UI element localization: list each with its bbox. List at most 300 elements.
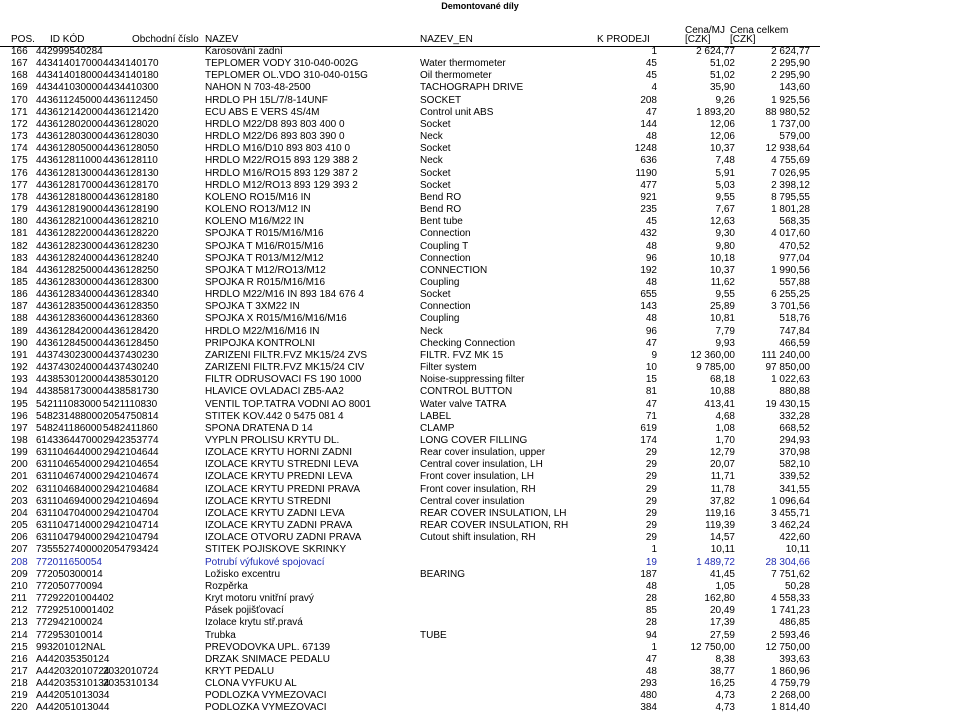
table-row[interactable] <box>0 168 960 180</box>
cell-ob: 4436128250 <box>103 264 159 276</box>
table-row[interactable] <box>0 532 960 544</box>
cell-pos: 192 <box>11 362 28 374</box>
cell-en: Socket <box>420 289 451 301</box>
cell-celk: 557,88 <box>779 276 810 288</box>
cell-naz: Trubka <box>205 629 236 641</box>
cell-pos: 200 <box>11 459 28 471</box>
cell-cena: 11,62 <box>710 276 735 288</box>
table-row[interactable] <box>0 216 960 228</box>
cell-naz: IZOLACE KRYTU STREDNI <box>205 495 331 507</box>
cell-naz: PODLOZKA VYMEZOVACI <box>205 702 327 714</box>
cell-en: REAR COVER INSULATION, LH <box>420 507 567 519</box>
cell-celk: 393,63 <box>779 653 810 665</box>
cell-q: 1190 <box>635 167 657 179</box>
cell-ob: 4436128300 <box>103 276 159 288</box>
cell-ob: 2942104694 <box>103 495 159 507</box>
cell-pos: 201 <box>11 471 28 483</box>
table-row[interactable] <box>0 702 960 714</box>
table-row[interactable] <box>0 131 960 143</box>
table-row[interactable] <box>0 204 960 216</box>
table-row[interactable] <box>0 253 960 265</box>
table-row[interactable] <box>0 617 960 629</box>
cell-naz: STITEK POJISKOVE SKRINKY <box>205 544 347 556</box>
table-row[interactable] <box>0 155 960 167</box>
cell-naz: SPOJKA T M16/R015/M16 <box>205 240 324 252</box>
cell-cena: 12 360,00 <box>690 349 735 361</box>
cell-naz: HRDLO M22/D8 893 803 400 0 <box>205 118 345 130</box>
cell-naz: KOLENO RO15/M16 IN <box>205 191 311 203</box>
table-row[interactable] <box>0 666 960 678</box>
table-row[interactable] <box>0 581 960 593</box>
cell-ob: 4436121420 <box>103 106 159 118</box>
table-row[interactable] <box>0 654 960 666</box>
cell-q: 29 <box>645 447 657 459</box>
cell-cena: 51,02 <box>709 58 735 70</box>
table-row[interactable] <box>0 423 960 435</box>
cell-celk: 470,52 <box>779 240 810 252</box>
cell-pos: 166 <box>11 46 28 57</box>
cell-ob: 5482411860 <box>103 422 158 434</box>
cell-celk: 339,52 <box>779 471 810 483</box>
cell-pos: 210 <box>11 580 28 592</box>
cell-ob: 4438581730 <box>103 386 159 398</box>
cell-naz: PRIPOJKA KONTROLNI <box>205 337 316 349</box>
table-row[interactable] <box>0 46 960 58</box>
cell-q: 293 <box>640 678 657 690</box>
header-nazev: NAZEV <box>205 34 239 45</box>
cell-id: A442051013044 <box>36 702 110 714</box>
cell-celk: 370,98 <box>779 447 810 459</box>
cell-pos: 171 <box>11 106 28 118</box>
cell-celk: 582,10 <box>779 459 810 471</box>
cell-celk: 97 850,00 <box>765 362 810 374</box>
cell-id: 443414017000 <box>36 58 103 70</box>
cell-id: 443612811000 <box>36 155 102 167</box>
cell-cena: 1 893,20 <box>696 106 735 118</box>
cell-ob: 4436128230 <box>103 240 159 252</box>
table-row[interactable] <box>0 289 960 301</box>
cell-en: Bent tube <box>420 216 463 228</box>
cell-pos: 175 <box>11 155 28 167</box>
cell-pos: 203 <box>11 495 28 507</box>
cell-pos: 169 <box>11 82 28 94</box>
cell-naz: FILTR ODRUSOVACI FS 190 1000 <box>205 374 362 386</box>
cell-en: TACHOGRAPH DRIVE <box>420 82 524 94</box>
cell-celk: 7 751,62 <box>771 568 810 580</box>
cell-naz: Karosování zadní <box>205 46 283 57</box>
cell-en: Oil thermometer <box>420 70 492 82</box>
table-row[interactable] <box>0 95 960 107</box>
cell-ob: 4436128340 <box>103 289 159 301</box>
header-cena-celkem: Cena celkem <box>730 25 789 36</box>
table-row[interactable] <box>0 228 960 240</box>
header-id: ID KÓD <box>50 34 85 45</box>
cell-cena: 162,80 <box>704 593 735 605</box>
cell-ob: 5421110830 <box>103 398 158 410</box>
cell-celk: 6 255,25 <box>771 289 810 301</box>
cell-naz: KOLENO M16/M22 IN <box>205 216 304 228</box>
cell-id: 443612803000 <box>36 131 103 143</box>
cell-id: 443612818000 <box>36 191 103 203</box>
cell-cena: 68,18 <box>709 374 735 386</box>
table-row[interactable] <box>0 593 960 605</box>
cell-en: Noise-suppressing filter <box>420 374 525 386</box>
cell-naz: IZOLACE OTVORU ZADNI PRAVA <box>205 532 362 544</box>
cell-cena: 9 785,00 <box>696 362 735 374</box>
cell-cena: 35,90 <box>709 82 735 94</box>
cell-id: 442999540284 <box>36 46 103 57</box>
table-row[interactable] <box>0 605 960 617</box>
table-row[interactable] <box>0 338 960 350</box>
cell-pos: 167 <box>11 58 28 70</box>
cell-naz: Ložisko excentru <box>205 568 281 580</box>
table-row[interactable] <box>0 70 960 82</box>
cell-q: 48 <box>645 313 657 325</box>
cell-celk: 294,93 <box>779 435 810 446</box>
cell-id: 631104684000 <box>36 483 102 495</box>
cell-id: 443743023000 <box>36 349 103 361</box>
cell-ob: 2942104644 <box>103 447 159 459</box>
cell-cena: 25,89 <box>709 301 735 313</box>
cell-pos: 215 <box>11 641 28 653</box>
cell-en: FILTR. FVZ MK 15 <box>420 349 504 361</box>
table-row[interactable] <box>0 508 960 520</box>
cell-id: 443612817000 <box>36 179 103 191</box>
cell-cena: 4,73 <box>715 690 735 702</box>
cell-ob: 4436128180 <box>103 191 159 203</box>
table-row[interactable] <box>0 119 960 131</box>
cell-ob: 4436128020 <box>103 118 159 130</box>
cell-en: Coupling T <box>420 240 469 252</box>
cell-q: 45 <box>645 216 657 228</box>
cell-ob: 4434140180 <box>103 70 159 82</box>
cell-naz: SPOJKA X R015/M16/M16/M16 <box>205 313 347 325</box>
cell-naz: HRDLO M22/M16/M16 IN <box>205 325 320 337</box>
cell-id: 772050300014 <box>36 568 103 580</box>
cell-cena: 12 750,00 <box>690 641 735 653</box>
header-k-prodeji: K PRODEJI <box>597 34 650 45</box>
cell-id: 443612842000 <box>36 325 103 337</box>
table-row[interactable] <box>0 180 960 192</box>
header-cena-mj-unit: [CZK] <box>685 34 711 45</box>
table-row[interactable] <box>0 399 960 411</box>
cell-ob: 4436128110 <box>103 155 158 167</box>
table-row[interactable] <box>0 690 960 702</box>
cell-celk: 2 398,12 <box>771 179 810 191</box>
cell-id: A442035310134 <box>36 678 110 690</box>
cell-pos: 207 <box>11 544 28 556</box>
table-row[interactable] <box>0 265 960 277</box>
cell-naz: Pásek pojišťovací <box>205 605 284 617</box>
cell-ob: 2942104684 <box>103 483 159 495</box>
cell-celk: 50,28 <box>784 580 810 592</box>
cell-ob: 2942104714 <box>103 520 159 532</box>
cell-naz: TEPLOMER OL.VDO 310-040-015G <box>205 70 368 82</box>
cell-q: 48 <box>645 131 657 143</box>
cell-cena: 27,59 <box>709 629 735 641</box>
cell-en: Socket <box>420 118 451 130</box>
cell-en: Bend RO <box>420 191 462 203</box>
cell-cena: 17,39 <box>709 617 735 629</box>
cell-en: Water valve TATRA <box>420 398 507 410</box>
cell-ob: 2942104654 <box>103 459 159 471</box>
cell-naz: KRYT PEDALU <box>205 665 275 677</box>
cell-ob: 4436128190 <box>103 204 159 216</box>
cell-cena: 413,41 <box>704 398 735 410</box>
cell-id: 443611245000 <box>36 94 102 106</box>
cell-naz: SPOJKA T M12/RO13/M12 <box>205 264 326 276</box>
table-row[interactable] <box>0 374 960 386</box>
cell-cena: 11,71 <box>710 471 735 483</box>
table-row[interactable] <box>0 277 960 289</box>
cell-naz: Potrubí výfukové spojovací <box>205 556 325 568</box>
table-row[interactable] <box>0 411 960 423</box>
table-row[interactable] <box>0 678 960 690</box>
cell-q: 47 <box>645 398 657 410</box>
cell-celk: 2 295,90 <box>771 58 810 70</box>
cell-ob: 4434410300 <box>103 82 159 94</box>
cell-pos: 173 <box>11 131 28 143</box>
cell-naz: SPOJKA R R015/M16/M16 <box>205 276 326 288</box>
cell-en: Neck <box>420 155 443 167</box>
table-row[interactable] <box>0 520 960 532</box>
table-row[interactable] <box>0 557 960 569</box>
cell-q: 85 <box>645 605 657 617</box>
cell-ob: 4436128220 <box>103 228 159 240</box>
table-row[interactable] <box>0 107 960 119</box>
cell-q: 47 <box>645 653 657 665</box>
table-row[interactable] <box>0 569 960 581</box>
cell-naz: SPONA DRATENA D 14 <box>205 422 313 434</box>
cell-en: LABEL <box>420 410 452 422</box>
cell-id: 77292510001402 <box>36 605 114 617</box>
cell-en: CONTROL BUTTON <box>420 386 513 398</box>
cell-cena: 10,37 <box>709 264 735 276</box>
cell-q: 480 <box>640 690 657 702</box>
cell-celk: 1 801,28 <box>771 204 810 216</box>
table-row[interactable] <box>0 192 960 204</box>
cell-celk: 2 624,77 <box>771 46 810 57</box>
cell-id: 443853012000 <box>36 374 103 386</box>
cell-pos: 182 <box>11 240 28 252</box>
cell-id: 548231488000 <box>36 410 103 422</box>
table-row[interactable] <box>0 82 960 94</box>
table-row[interactable] <box>0 471 960 483</box>
cell-ob: 2942104674 <box>103 471 159 483</box>
cell-celk: 486,85 <box>779 617 810 629</box>
cell-q: 192 <box>640 264 657 276</box>
cell-id: 631104794000 <box>36 532 102 544</box>
table-row[interactable] <box>0 544 960 556</box>
cell-pos: 189 <box>11 325 28 337</box>
cell-pos: 212 <box>11 605 28 617</box>
cell-cena: 12,79 <box>709 447 735 459</box>
cell-celk: 2 593,46 <box>771 629 810 641</box>
table-row[interactable] <box>0 350 960 362</box>
cell-cena: 9,93 <box>715 337 735 349</box>
cell-id: 443612823000 <box>36 240 103 252</box>
cell-cena: 5,03 <box>715 179 735 191</box>
table-row[interactable] <box>0 362 960 374</box>
cell-pos: 193 <box>11 374 28 386</box>
cell-en: Connection <box>420 228 471 240</box>
cell-cena: 9,80 <box>715 240 735 252</box>
table-row[interactable] <box>0 435 960 447</box>
cell-q: 384 <box>640 702 657 714</box>
cell-pos: 206 <box>11 532 28 544</box>
cell-pos: 219 <box>11 690 28 702</box>
cell-en: Coupling <box>420 313 460 325</box>
cell-ob: 2032010724 <box>103 665 159 677</box>
table-row[interactable] <box>0 301 960 313</box>
table-row[interactable] <box>0 484 960 496</box>
cell-cena: 119,16 <box>705 507 735 519</box>
page-title: Demontované díly <box>441 1 519 11</box>
cell-id: 443858173000 <box>36 386 103 398</box>
cell-naz: KOLENO RO13/M12 IN <box>205 204 311 216</box>
cell-celk: 1 860,96 <box>771 665 810 677</box>
cell-cena: 8,38 <box>715 653 735 665</box>
cell-q: 47 <box>645 106 657 118</box>
table-row[interactable] <box>0 459 960 471</box>
cell-id: 443612845000 <box>36 337 103 349</box>
cell-celk: 977,04 <box>779 252 810 264</box>
cell-ob: 4436128420 <box>103 325 159 337</box>
cell-en: Neck <box>420 131 443 143</box>
cell-ob: 4436128130 <box>103 167 159 179</box>
cell-naz: PODLOZKA VYMEZOVACI <box>205 690 327 702</box>
cell-pos: 213 <box>11 617 28 629</box>
cell-ob: 4437430230 <box>103 349 159 361</box>
cell-ob: 4436112450 <box>103 94 158 106</box>
cell-q: 619 <box>640 422 657 434</box>
cell-q: 636 <box>640 155 657 167</box>
cell-q: 29 <box>645 520 657 532</box>
cell-id: 443743024000 <box>36 362 103 374</box>
cell-celk: 568,35 <box>779 216 810 228</box>
cell-naz: HRDLO PH 15L/7/8-14UNF <box>205 94 328 106</box>
cell-id: 631104644000 <box>36 447 102 459</box>
cell-pos: 190 <box>11 337 28 349</box>
cell-q: 48 <box>645 240 657 252</box>
cell-pos: 202 <box>11 483 28 495</box>
cell-q: 81 <box>645 386 657 398</box>
cell-id: 443612835000 <box>36 301 103 313</box>
cell-en: Front cover insulation, LH <box>420 471 534 483</box>
cell-ob: 4436128210 <box>103 216 159 228</box>
cell-celk: 1 925,56 <box>771 94 810 106</box>
cell-q: 1 <box>651 641 657 653</box>
cell-ob: 4436128050 <box>103 143 159 155</box>
header-obchodni: Obchodní číslo <box>132 34 199 45</box>
cell-naz: IZOLACE KRYTU ZADNI PRAVA <box>205 520 353 532</box>
cell-en: TUBE <box>420 629 447 641</box>
cell-pos: 184 <box>11 264 28 276</box>
cell-celk: 4 759,79 <box>771 678 810 690</box>
cell-q: 48 <box>645 276 657 288</box>
table-row[interactable] <box>0 642 960 654</box>
cell-pos: 186 <box>11 289 28 301</box>
table-row[interactable] <box>0 241 960 253</box>
cell-celk: 111 240,00 <box>761 349 810 361</box>
cell-naz: VENTIL TOP.TATRA VODNI AO 8001 <box>205 398 371 410</box>
cell-ob: 2035310134 <box>103 678 159 690</box>
cell-q: 1248 <box>634 143 657 155</box>
cell-pos: 218 <box>11 678 28 690</box>
cell-naz: CLONA VYFUKU AL <box>205 678 297 690</box>
cell-id: 443612802000 <box>36 118 103 130</box>
cell-q: 1 <box>651 544 657 556</box>
cell-celk: 88 980,52 <box>765 106 810 118</box>
cell-celk: 7 026,95 <box>771 167 810 179</box>
cell-celk: 8 795,55 <box>771 191 810 203</box>
table-row[interactable] <box>0 313 960 325</box>
cell-ob: 2054793424 <box>103 544 159 556</box>
cell-ob: 4436128360 <box>103 313 159 325</box>
cell-id: A442035350124 <box>36 653 110 665</box>
cell-id: 443612830000 <box>36 276 103 288</box>
cell-naz: SPOJKA T 3XM22 IN <box>205 301 300 313</box>
cell-cena: 1,08 <box>715 422 735 434</box>
cell-naz: IZOLACE KRYTU PREDNI LEVA <box>205 471 353 483</box>
table-row[interactable] <box>0 143 960 155</box>
cell-en: Connection <box>420 301 471 313</box>
cell-celk: 12 938,64 <box>765 143 810 155</box>
table-row[interactable] <box>0 386 960 398</box>
table-row[interactable] <box>0 447 960 459</box>
cell-en: Socket <box>420 167 451 179</box>
cell-en: Front cover insulation, RH <box>420 483 536 495</box>
cell-naz: VYPLN PROLISU KRYTU DL. <box>205 435 340 446</box>
cell-celk: 1 096,64 <box>771 495 810 507</box>
cell-pos: 181 <box>11 228 28 240</box>
cell-naz: NAHON N 703-48-2500 <box>205 82 311 94</box>
cell-cena: 5,91 <box>715 167 735 179</box>
cell-celk: 12 750,00 <box>765 641 810 653</box>
cell-celk: 332,28 <box>779 410 810 422</box>
cell-en: CONNECTION <box>420 264 488 276</box>
cell-cena: 7,79 <box>715 325 735 337</box>
cell-ob: 4436128170 <box>103 179 159 191</box>
cell-q: 96 <box>645 325 657 337</box>
cell-naz: HLAVICE OVLADACI ZB5-AA2 <box>205 386 344 398</box>
cell-en: BEARING <box>420 568 466 580</box>
table-row[interactable] <box>0 58 960 70</box>
cell-naz: HRDLO M22/D6 893 803 390 0 <box>205 131 345 143</box>
cell-q: 921 <box>640 191 657 203</box>
cell-pos: 197 <box>11 422 28 434</box>
cell-celk: 10,11 <box>785 544 810 556</box>
cell-naz: ZARIZENI FILTR.FVZ MK15/24 ZVS <box>205 349 368 361</box>
cell-cena: 7,48 <box>715 155 735 167</box>
table-row[interactable] <box>0 496 960 508</box>
cell-q: 187 <box>640 568 657 580</box>
table-row[interactable] <box>0 630 960 642</box>
cell-id: 443612836000 <box>36 313 103 325</box>
cell-naz: Kryt motoru vnitřní pravý <box>205 593 314 605</box>
cell-pos: 179 <box>11 204 28 216</box>
cell-celk: 2 268,00 <box>771 690 810 702</box>
cell-id: 631104704000 <box>36 507 102 519</box>
table-row[interactable] <box>0 326 960 338</box>
cell-naz: DRZAK SNIMACE PEDALU <box>205 653 331 665</box>
cell-en: CLAMP <box>420 422 455 434</box>
cell-en: Socket <box>420 179 451 191</box>
cell-cena: 11,78 <box>710 483 735 495</box>
cell-ob: 4437430240 <box>103 362 159 374</box>
cell-naz: TEPLOMER VODY 310-040-002G <box>205 58 359 70</box>
cell-pos: 220 <box>11 702 28 714</box>
